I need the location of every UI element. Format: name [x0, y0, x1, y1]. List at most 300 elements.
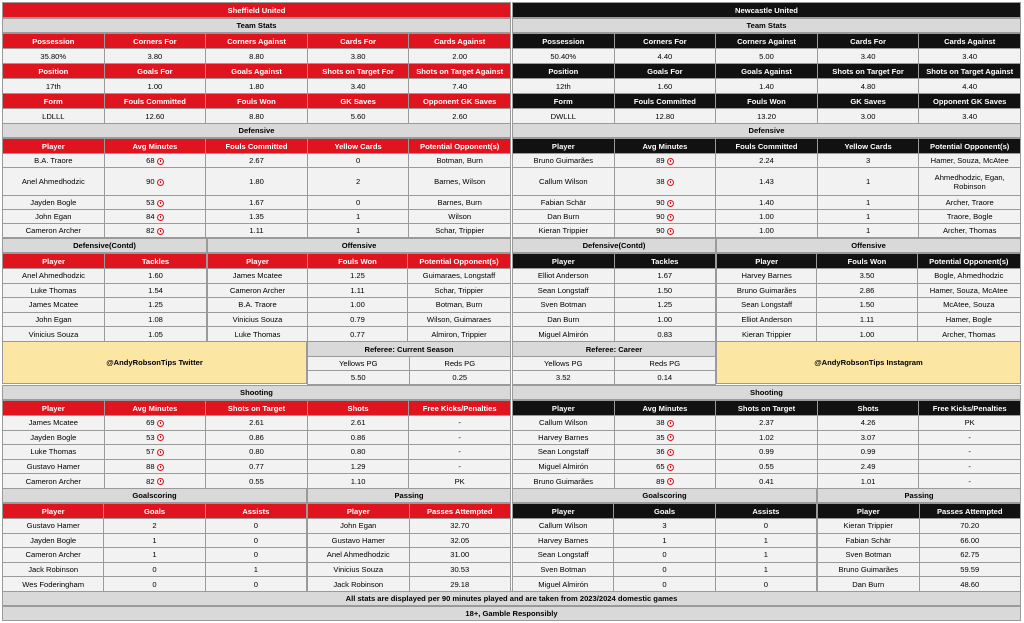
table-cell: 1.29: [307, 459, 409, 474]
stat-value: 35.80%: [3, 49, 105, 64]
column-header: Player: [513, 401, 615, 416]
table-row: [3, 283, 207, 298]
table-cell: Cameron Archer: [208, 283, 308, 298]
table-cell: [614, 474, 716, 489]
table-cell: 1.00: [716, 224, 818, 238]
table-cell: 1.11: [307, 283, 407, 298]
table-cell: [614, 445, 716, 460]
table-cell: [104, 474, 206, 489]
instagram-promo[interactable]: @AndyRobsonTips Instagram: [716, 341, 1021, 384]
table-cell: Barnes, Burn: [409, 196, 511, 210]
column-header: Potential Opponent(s): [407, 254, 510, 269]
table-cell: 0.99: [817, 445, 919, 460]
table-row: [818, 548, 1021, 563]
stats-value-row: [3, 109, 511, 124]
stat-value: DWLLL: [513, 109, 615, 124]
table-cell: 1.43: [716, 168, 818, 196]
right-shooting-table: [512, 400, 1021, 489]
table-cell: -: [919, 445, 1021, 460]
column-header: Goals: [104, 504, 205, 519]
table-row: [513, 210, 1021, 224]
stat-label: Shots on Target For: [307, 64, 409, 79]
table-header-row: [513, 139, 1021, 154]
column-header: Potential Opponent(s): [917, 254, 1020, 269]
gamble-responsibly-note: 18+, Gamble Responsibly: [2, 606, 1021, 621]
stat-value: 4.80: [817, 79, 919, 94]
left-defensive-contd-table: [2, 253, 207, 342]
table-cell: 2.61: [307, 416, 409, 431]
stat-label: Possession: [513, 34, 615, 49]
stat-value: 3.80: [307, 49, 409, 64]
left-shooting-title: Shooting: [2, 385, 511, 400]
table-row: [513, 327, 716, 342]
table-row: [3, 327, 207, 342]
table-cell: Jack Robinson: [308, 577, 410, 592]
table-cell: Hamer, Bogle: [917, 312, 1020, 327]
referee-current-season: [307, 341, 511, 385]
table-cell: Vinicius Souza: [3, 327, 105, 342]
table-cell: 2.49: [817, 459, 919, 474]
table-cell: Sean Longstaff: [513, 548, 614, 563]
table-cell: 0.80: [206, 445, 308, 460]
table-cell: Bogle, Ahmedhodzic: [917, 269, 1020, 284]
table-cell: John Egan: [308, 519, 410, 534]
table-cell: [104, 430, 206, 445]
table-cell: [614, 224, 716, 238]
stopwatch-icon: [157, 158, 164, 165]
avg-minutes-value: 90: [146, 177, 155, 186]
table-header-row: [3, 401, 511, 416]
table-cell: -: [409, 445, 511, 460]
table-cell: Botman, Burn: [409, 154, 511, 168]
column-header: Shots: [817, 401, 919, 416]
table-cell: 1.11: [817, 312, 917, 327]
stats-value-row: [3, 49, 511, 64]
stopwatch-icon: [157, 228, 164, 235]
table-cell: 1.67: [614, 269, 716, 284]
table-cell: 0: [614, 577, 715, 592]
table-row: [513, 168, 1021, 196]
table-cell: Luke Thomas: [3, 283, 105, 298]
stat-label: Corners For: [104, 34, 206, 49]
avg-minutes-value: 53: [146, 198, 155, 207]
table-cell: PK: [919, 416, 1021, 431]
table-cell: 0: [104, 577, 205, 592]
table-cell: Dan Burn: [818, 577, 920, 592]
table-cell: 0: [715, 577, 816, 592]
right-defensive-contd-title: Defensive(Contd): [512, 238, 716, 253]
table-cell: Bruno Guimarães: [513, 474, 615, 489]
table-cell: Wilson, Guimaraes: [407, 312, 510, 327]
table-cell: 1.67: [206, 196, 308, 210]
table-cell: 1.50: [614, 283, 716, 298]
table-row: [717, 269, 1021, 284]
table-row: [717, 327, 1021, 342]
table-row: [513, 224, 1021, 238]
stopwatch-icon: [667, 158, 674, 165]
table-cell: [104, 416, 206, 431]
table-row: [3, 548, 307, 563]
table-cell: Sean Longstaff: [717, 298, 817, 313]
table-header-row: [513, 254, 716, 269]
column-header: Yellow Cards: [307, 139, 409, 154]
avg-minutes-value: 38: [656, 418, 665, 428]
stat-label: Position: [513, 64, 615, 79]
avg-minutes-value: 82: [146, 476, 155, 486]
table-header-row: [308, 504, 511, 519]
column-header: Player: [717, 254, 817, 269]
table-cell: Luke Thomas: [3, 445, 105, 460]
table-cell: 4.26: [817, 416, 919, 431]
left-passing-table: [307, 503, 511, 592]
column-header: Goals: [614, 504, 715, 519]
table-cell: 2.67: [206, 154, 308, 168]
stat-value: 3.40: [919, 49, 1021, 64]
table-row: [513, 445, 1021, 460]
table-cell: 0.55: [716, 459, 818, 474]
table-cell: 1.80: [206, 168, 308, 196]
table-cell: 1: [715, 562, 816, 577]
right-offensive-title: Offensive: [716, 238, 1021, 253]
table-cell: 1.10: [307, 474, 409, 489]
table-row: [3, 416, 511, 431]
table-cell: Jack Robinson: [3, 562, 104, 577]
table-cell: PK: [409, 474, 511, 489]
table-row: [717, 312, 1021, 327]
table-cell: 1: [104, 548, 205, 563]
table-row: [513, 154, 1021, 168]
table-cell: 1: [817, 210, 919, 224]
table-row: [208, 312, 511, 327]
table-cell: 0.55: [206, 474, 308, 489]
column-header: Assists: [205, 504, 306, 519]
table-cell: Anel Ahmedhodzic: [308, 548, 410, 563]
stats-header-row: [513, 34, 1021, 49]
stopwatch-icon: [157, 179, 164, 186]
table-row: [513, 416, 1021, 431]
table-row: [3, 474, 511, 489]
column-header: Fouls Committed: [206, 139, 308, 154]
avg-minutes-value: 65: [656, 462, 665, 472]
stat-label: Goals For: [104, 64, 206, 79]
table-cell: [104, 168, 206, 196]
left-defensive-contd-title: Defensive(Contd): [2, 238, 207, 253]
table-cell: 1.40: [716, 196, 818, 210]
table-header-row: [3, 139, 511, 154]
table-cell: 2.24: [716, 154, 818, 168]
table-cell: Barnes, Wilson: [409, 168, 511, 196]
avg-minutes-value: 89: [656, 476, 665, 486]
table-cell: 1.00: [817, 327, 917, 342]
table-row: [513, 459, 1021, 474]
referee-label: Reds PG: [614, 357, 716, 371]
table-row: [3, 519, 307, 534]
table-row: [308, 533, 511, 548]
left-goalscoring-table: [2, 503, 307, 592]
column-header: Tackles: [105, 254, 207, 269]
stat-value: 1.00: [104, 79, 206, 94]
table-row: [3, 459, 511, 474]
table-cell: 0: [205, 548, 306, 563]
table-cell: 1.02: [716, 430, 818, 445]
avg-minutes-value: 38: [656, 177, 665, 186]
left-team-name: Sheffield United: [2, 2, 511, 18]
stats-header-row: [513, 94, 1021, 109]
referee-label: Yellows PG: [308, 357, 410, 371]
column-header: Avg Minutes: [104, 401, 206, 416]
stats-header-row: [3, 34, 511, 49]
table-cell: 1: [817, 196, 919, 210]
table-cell: [104, 224, 206, 238]
avg-minutes-value: 84: [146, 212, 155, 221]
table-cell: Harvey Barnes: [717, 269, 817, 284]
table-cell: Sven Botman: [513, 298, 615, 313]
table-row: [208, 269, 511, 284]
table-row: [308, 562, 511, 577]
table-header-row: [3, 254, 207, 269]
stat-label: Goals Against: [716, 64, 818, 79]
stat-value: 4.40: [919, 79, 1021, 94]
stat-value: 1.80: [206, 79, 308, 94]
table-cell: 1: [715, 533, 816, 548]
stat-value: 5.60: [307, 109, 409, 124]
table-cell: Cameron Archer: [3, 548, 104, 563]
table-cell: McAtee, Souza: [917, 298, 1020, 313]
table-cell: Kieran Trippier: [717, 327, 817, 342]
table-cell: Bruno Guimarães: [717, 283, 817, 298]
table-cell: 3.50: [817, 269, 917, 284]
twitter-promo[interactable]: @AndyRobsonTips Twitter: [2, 341, 307, 384]
stat-label: Goals Against: [206, 64, 308, 79]
left-goalscoring-title: Goalscoring: [2, 488, 307, 503]
stopwatch-icon: [667, 200, 674, 207]
stat-label: Opponent GK Saves: [919, 94, 1021, 109]
table-row: [3, 445, 511, 460]
table-cell: [614, 430, 716, 445]
table-cell: 1.11: [206, 224, 308, 238]
referee-label: Yellows PG: [513, 357, 615, 371]
right-defensive-title: Defensive: [512, 123, 1021, 138]
stat-value: 3.40: [919, 109, 1021, 124]
stopwatch-icon: [667, 449, 674, 456]
table-cell: 31.00: [409, 548, 511, 563]
table-cell: -: [919, 430, 1021, 445]
table-cell: Schar, Trippier: [407, 283, 510, 298]
column-header: Yellow Cards: [817, 139, 919, 154]
table-cell: Fabian Schär: [818, 533, 920, 548]
stopwatch-icon: [157, 420, 164, 427]
referee-header-row: [513, 357, 716, 371]
table-cell: 3: [614, 519, 715, 534]
table-cell: 59.59: [919, 562, 1021, 577]
table-row: [513, 548, 817, 563]
avg-minutes-value: 90: [656, 226, 665, 235]
column-header: Player: [3, 254, 105, 269]
table-cell: Gustavo Hamer: [308, 533, 410, 548]
column-header: Player: [3, 504, 104, 519]
table-cell: Jayden Bogle: [3, 430, 105, 445]
table-cell: Sven Botman: [818, 548, 920, 563]
table-row: [3, 224, 511, 238]
table-cell: Bruno Guimarães: [513, 154, 615, 168]
stopwatch-icon: [157, 464, 164, 471]
table-cell: 1: [307, 224, 409, 238]
stat-value: 1.60: [614, 79, 716, 94]
table-cell: John Egan: [3, 312, 105, 327]
column-header: Player: [308, 504, 410, 519]
table-cell: 3: [817, 154, 919, 168]
column-header: Player: [818, 504, 920, 519]
left-defensive-title: Defensive: [2, 123, 511, 138]
table-row: [513, 283, 716, 298]
stat-label: Corners Against: [716, 34, 818, 49]
table-cell: 1.00: [614, 312, 716, 327]
table-cell: 0: [205, 533, 306, 548]
avg-minutes-value: 53: [146, 432, 155, 442]
table-cell: 1.60: [105, 269, 207, 284]
left-offensive-title: Offensive: [207, 238, 511, 253]
stat-value: 12.60: [104, 109, 206, 124]
stat-value: 4.40: [614, 49, 716, 64]
table-cell: 2.37: [716, 416, 818, 431]
stat-value: 8.80: [206, 109, 308, 124]
column-header: Shots on Target: [206, 401, 308, 416]
stopwatch-icon: [157, 200, 164, 207]
table-cell: Archer, Thomas: [917, 327, 1020, 342]
stat-label: Fouls Won: [716, 94, 818, 109]
table-row: [3, 154, 511, 168]
table-cell: 1: [307, 210, 409, 224]
table-cell: Cameron Archer: [3, 474, 105, 489]
stat-label: Cards For: [307, 34, 409, 49]
table-row: [208, 283, 511, 298]
stat-label: Shots on Target Against: [409, 64, 511, 79]
stat-label: Goals For: [614, 64, 716, 79]
stat-value: 3.40: [817, 49, 919, 64]
column-header: Player: [3, 139, 105, 154]
table-cell: Sean Longstaff: [513, 445, 615, 460]
table-cell: Dan Burn: [513, 210, 615, 224]
table-cell: [104, 459, 206, 474]
table-cell: Bruno Guimarães: [818, 562, 920, 577]
table-cell: [104, 445, 206, 460]
stopwatch-icon: [667, 228, 674, 235]
table-cell: 1.35: [206, 210, 308, 224]
table-cell: [614, 459, 716, 474]
table-cell: Callum Wilson: [513, 519, 614, 534]
table-cell: 1.54: [105, 283, 207, 298]
table-cell: 0: [307, 154, 409, 168]
referee-title-row: [308, 342, 511, 357]
right-defensive-contd-table: [512, 253, 716, 342]
referee-value: 0.14: [614, 371, 716, 385]
table-row: [513, 312, 716, 327]
table-cell: 0: [715, 519, 816, 534]
stat-label: Cards Against: [409, 34, 511, 49]
table-cell: 1.25: [307, 269, 407, 284]
stat-value: 5.00: [716, 49, 818, 64]
table-row: [3, 562, 307, 577]
table-cell: Wes Foderingham: [3, 577, 104, 592]
table-cell: 1: [817, 168, 919, 196]
table-cell: 2: [104, 519, 205, 534]
right-goalscoring-title: Goalscoring: [512, 488, 817, 503]
right-passing-table: [817, 503, 1021, 592]
referee-career: [512, 341, 716, 385]
table-row: [717, 298, 1021, 313]
stat-value: 2.60: [409, 109, 511, 124]
referee-value-row: [513, 371, 716, 385]
table-cell: -: [919, 459, 1021, 474]
avg-minutes-value: 82: [146, 226, 155, 235]
table-cell: Guimaraes, Longstaff: [407, 269, 510, 284]
stat-value: 2.00: [409, 49, 511, 64]
table-row: [3, 577, 307, 592]
table-row: [513, 577, 817, 592]
table-cell: Luke Thomas: [208, 327, 308, 342]
table-cell: 0: [307, 196, 409, 210]
table-row: [513, 196, 1021, 210]
table-row: [3, 210, 511, 224]
table-cell: 1.25: [105, 298, 207, 313]
table-cell: Traore, Bogle: [919, 210, 1021, 224]
stopwatch-icon: [157, 434, 164, 441]
stat-label: Form: [513, 94, 615, 109]
table-row: [513, 269, 716, 284]
table-cell: 29.18: [409, 577, 511, 592]
table-row: [818, 562, 1021, 577]
stat-label: Possession: [3, 34, 105, 49]
column-header: Player: [3, 401, 105, 416]
stat-value: 12.80: [614, 109, 716, 124]
avg-minutes-value: 69: [146, 418, 155, 428]
table-row: [818, 577, 1021, 592]
table-row: [3, 312, 207, 327]
column-header: Fouls Won: [817, 254, 917, 269]
column-header: Avg Minutes: [614, 139, 716, 154]
stat-label: Fouls Committed: [104, 94, 206, 109]
table-cell: Vinicius Souza: [308, 562, 410, 577]
table-cell: 1.00: [716, 210, 818, 224]
table-cell: Botman, Burn: [407, 298, 510, 313]
table-cell: 0.83: [614, 327, 716, 342]
table-cell: Miguel Almirón: [513, 577, 614, 592]
table-cell: Jayden Bogle: [3, 196, 105, 210]
stat-value: 1.40: [716, 79, 818, 94]
column-header: Avg Minutes: [104, 139, 206, 154]
table-cell: James Mcatee: [3, 298, 105, 313]
stat-value: 7.40: [409, 79, 511, 94]
stat-label: Position: [3, 64, 105, 79]
referee-title: Referee: Current Season: [308, 342, 511, 357]
referee-label: Reds PG: [409, 357, 511, 371]
avg-minutes-value: 36: [656, 447, 665, 457]
table-row: [513, 562, 817, 577]
table-row: [513, 474, 1021, 489]
table-cell: Callum Wilson: [513, 416, 615, 431]
table-row: [3, 533, 307, 548]
stopwatch-icon: [157, 214, 164, 221]
table-cell: Gustavo Hamer: [3, 459, 105, 474]
referee-value-row: [308, 371, 511, 385]
table-cell: Anel Ahmedhodzic: [3, 269, 105, 284]
referee-title-row: [513, 342, 716, 357]
table-cell: 70.20: [919, 519, 1021, 534]
table-row: [818, 533, 1021, 548]
column-header: Player: [513, 254, 615, 269]
table-cell: Miguel Almirón: [513, 327, 615, 342]
table-cell: 0: [614, 548, 715, 563]
